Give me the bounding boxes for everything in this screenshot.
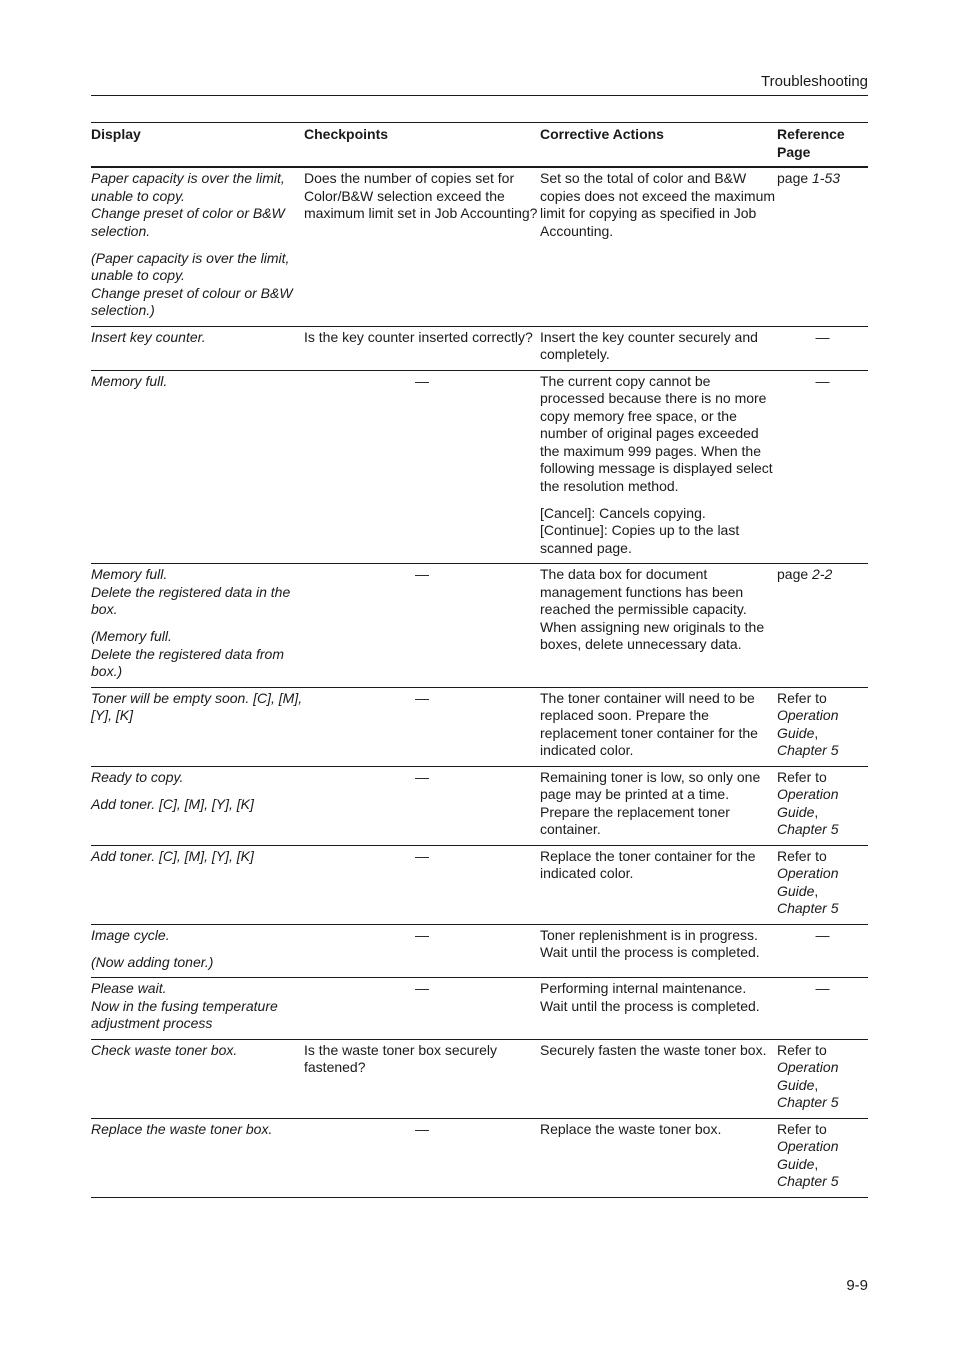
display-cell: [91, 1039, 304, 1118]
table-row: [91, 370, 868, 564]
display-message: Insert key counter.: [91, 328, 206, 345]
display-message: Paper capacity is over the limit, unable to copy.: [91, 170, 285, 204]
section-title: Troubleshooting: [760, 73, 868, 90]
reference-cell: —: [777, 370, 868, 564]
reference-separator: ,: [814, 1155, 819, 1172]
reference-cell: [777, 687, 868, 766]
corrective-action-cell: [540, 564, 777, 688]
reference-chapter: Chapter 5: [777, 1173, 839, 1189]
checkpoint-cell: —: [304, 370, 540, 564]
reference-cell: [777, 845, 868, 924]
reference-cell: [777, 1118, 868, 1197]
reference-prefix: page: [777, 170, 813, 186]
display-message-alt: (Now adding toner.): [91, 953, 214, 970]
checkpoint-cell: —: [304, 564, 540, 688]
reference-page-link[interactable]: 1-53: [812, 170, 841, 186]
reference-cell: [777, 766, 868, 845]
reference-guide-link[interactable]: Operation Guide: [777, 1138, 839, 1172]
reference-cell: [777, 167, 868, 326]
display-message: Delete the registered data in the box.: [91, 583, 291, 617]
reference-guide-link[interactable]: Operation Guide: [777, 1059, 839, 1093]
reference-cell: [777, 1039, 868, 1118]
display-message: Change preset of color or B&W selection.: [91, 205, 285, 239]
corrective-action-cell: [540, 1039, 777, 1118]
table-body: [91, 167, 868, 1197]
display-cell: [91, 1118, 304, 1197]
display-message: Please wait.: [91, 980, 167, 996]
table-row: [91, 1039, 868, 1118]
display-message: Memory full.: [91, 566, 168, 582]
display-message: Ready to copy.: [91, 768, 184, 785]
column-header-display: Display: [91, 123, 304, 168]
corrective-action-cell: [540, 326, 777, 370]
reference-cell: —: [777, 978, 868, 1040]
corrective-action-option: [Cancel]: Cancels copying.: [540, 504, 706, 521]
checkpoint-cell: —: [304, 766, 540, 845]
corrective-action-text: Remaining toner is low, so only one page may be printed at a time. Prepare the replacement toner container.: [540, 768, 761, 837]
corrective-action-text: The toner container will need to be replaced soon. Prepare the replacement toner container for the indicated color.: [540, 689, 758, 758]
corrective-action-cell: [540, 845, 777, 924]
corrective-action-text: The current copy cannot be processed because there is no more copy memory free space, or the number of original pages exceeded the maximum 999 pages. When the following message is displayed select the resolution method.: [540, 372, 773, 494]
page-header: [91, 73, 868, 96]
display-message-alt: (Memory full.: [91, 628, 172, 644]
column-header-reference-page: Reference Page: [777, 123, 868, 168]
corrective-action-text: Toner replenishment is in progress. Wait until the process is completed.: [540, 926, 760, 960]
reference-separator: ,: [814, 803, 819, 820]
corrective-action-cell: [540, 924, 777, 978]
display-message: Add toner. [C], [M], [Y], [K]: [91, 847, 254, 864]
table-header: [91, 123, 868, 168]
reference-refer-to: Refer to: [777, 768, 827, 785]
display-message: Now in the fusing temperature adjustment process: [91, 997, 278, 1031]
corrective-action-text: Performing internal maintenance. Wait until the process is completed.: [540, 980, 760, 1014]
reference-guide-link[interactable]: Operation Guide: [777, 707, 839, 741]
display-cell: [91, 978, 304, 1040]
checkpoint-cell: —: [304, 1118, 540, 1197]
reference-cell: —: [777, 326, 868, 370]
display-cell: [91, 564, 304, 688]
table-header-row: [91, 123, 868, 168]
reference-guide-link[interactable]: Operation Guide: [777, 786, 839, 820]
corrective-action-option: [Continue]: Copies up to the last scanned page.: [540, 522, 740, 556]
column-header-checkpoints: Checkpoints: [304, 123, 540, 168]
table-row: [91, 326, 868, 370]
display-message: Toner will be empty soon. [C], [M], [Y], [K]: [91, 689, 303, 723]
corrective-action-text: Insert the key counter securely and completely.: [540, 328, 758, 362]
troubleshooting-table: [91, 122, 868, 1198]
reference-refer-to: Refer to: [777, 1041, 827, 1058]
reference-chapter: Chapter 5: [777, 742, 839, 758]
table-row: [91, 845, 868, 924]
page-number: 9-9: [846, 1277, 868, 1294]
corrective-action-cell: [540, 766, 777, 845]
display-message-alt: Change preset of colour or B&W selection.): [91, 284, 293, 318]
reference-refer-to: Refer to: [777, 689, 827, 706]
table-row: [91, 1118, 868, 1197]
corrective-action-cell: [540, 978, 777, 1040]
table-row: [91, 924, 868, 978]
reference-cell: [777, 564, 868, 688]
reference-cell: —: [777, 924, 868, 978]
corrective-action-text: Replace the waste toner box.: [540, 1120, 722, 1137]
reference-separator: ,: [814, 1076, 819, 1093]
display-cell: [91, 845, 304, 924]
display-cell: [91, 370, 304, 564]
corrective-action-text: The data box for document management functions has been reached the permissible capacity. When assigning new originals to the boxes, delete unnecessary data.: [540, 566, 765, 652]
checkpoint-cell: Is the key counter inserted correctly?: [304, 326, 540, 370]
display-message-alt: Delete the registered data from box.): [91, 645, 284, 679]
table-row: [91, 766, 868, 845]
checkpoint-cell: —: [304, 687, 540, 766]
display-cell: [91, 167, 304, 326]
display-message: Replace the waste toner box.: [91, 1120, 273, 1137]
display-cell: [91, 766, 304, 845]
column-header-corrective-actions: Corrective Actions: [540, 123, 777, 168]
reference-page-link[interactable]: 2-2: [812, 566, 833, 582]
corrective-action-text: Set so the total of color and B&W copies does not exceed the maximum limit for copying as specified in Job Accounting.: [540, 170, 776, 239]
display-cell: [91, 687, 304, 766]
corrective-action-cell: [540, 1118, 777, 1197]
corrective-action-text: Replace the toner container for the indicated color.: [540, 847, 756, 881]
reference-chapter: Chapter 5: [777, 1094, 839, 1110]
display-message-alt: (Paper capacity is over the limit, unable to copy.: [91, 249, 290, 283]
checkpoint-cell: Does the number of copies set for Color/B&W selection exceed the maximum limit set in Job Accounting?: [304, 167, 540, 326]
reference-separator: ,: [814, 882, 819, 899]
reference-chapter: Chapter 5: [777, 900, 839, 916]
checkpoint-cell: Is the waste toner box securely fastened?: [304, 1039, 540, 1118]
display-cell: [91, 924, 304, 978]
table-row: [91, 564, 868, 688]
reference-separator: ,: [814, 724, 819, 741]
reference-chapter: Chapter 5: [777, 821, 839, 837]
checkpoint-cell: —: [304, 978, 540, 1040]
reference-prefix: page: [777, 566, 813, 582]
reference-guide-link[interactable]: Operation Guide: [777, 865, 839, 899]
checkpoint-cell: —: [304, 845, 540, 924]
display-message: Image cycle.: [91, 926, 170, 943]
corrective-action-cell: [540, 167, 777, 326]
reference-refer-to: Refer to: [777, 1120, 827, 1137]
checkpoint-cell: —: [304, 924, 540, 978]
display-cell: [91, 326, 304, 370]
table-row: [91, 687, 868, 766]
display-message: Memory full.: [91, 372, 168, 389]
corrective-action-cell: [540, 687, 777, 766]
display-message: Check waste toner box.: [91, 1041, 238, 1058]
display-message: Add toner. [C], [M], [Y], [K]: [91, 795, 254, 812]
corrective-action-text: Securely fasten the waste toner box.: [540, 1041, 767, 1058]
table-row: [91, 978, 868, 1040]
reference-refer-to: Refer to: [777, 847, 827, 864]
corrective-action-cell: [540, 370, 777, 564]
table-row: [91, 167, 868, 326]
